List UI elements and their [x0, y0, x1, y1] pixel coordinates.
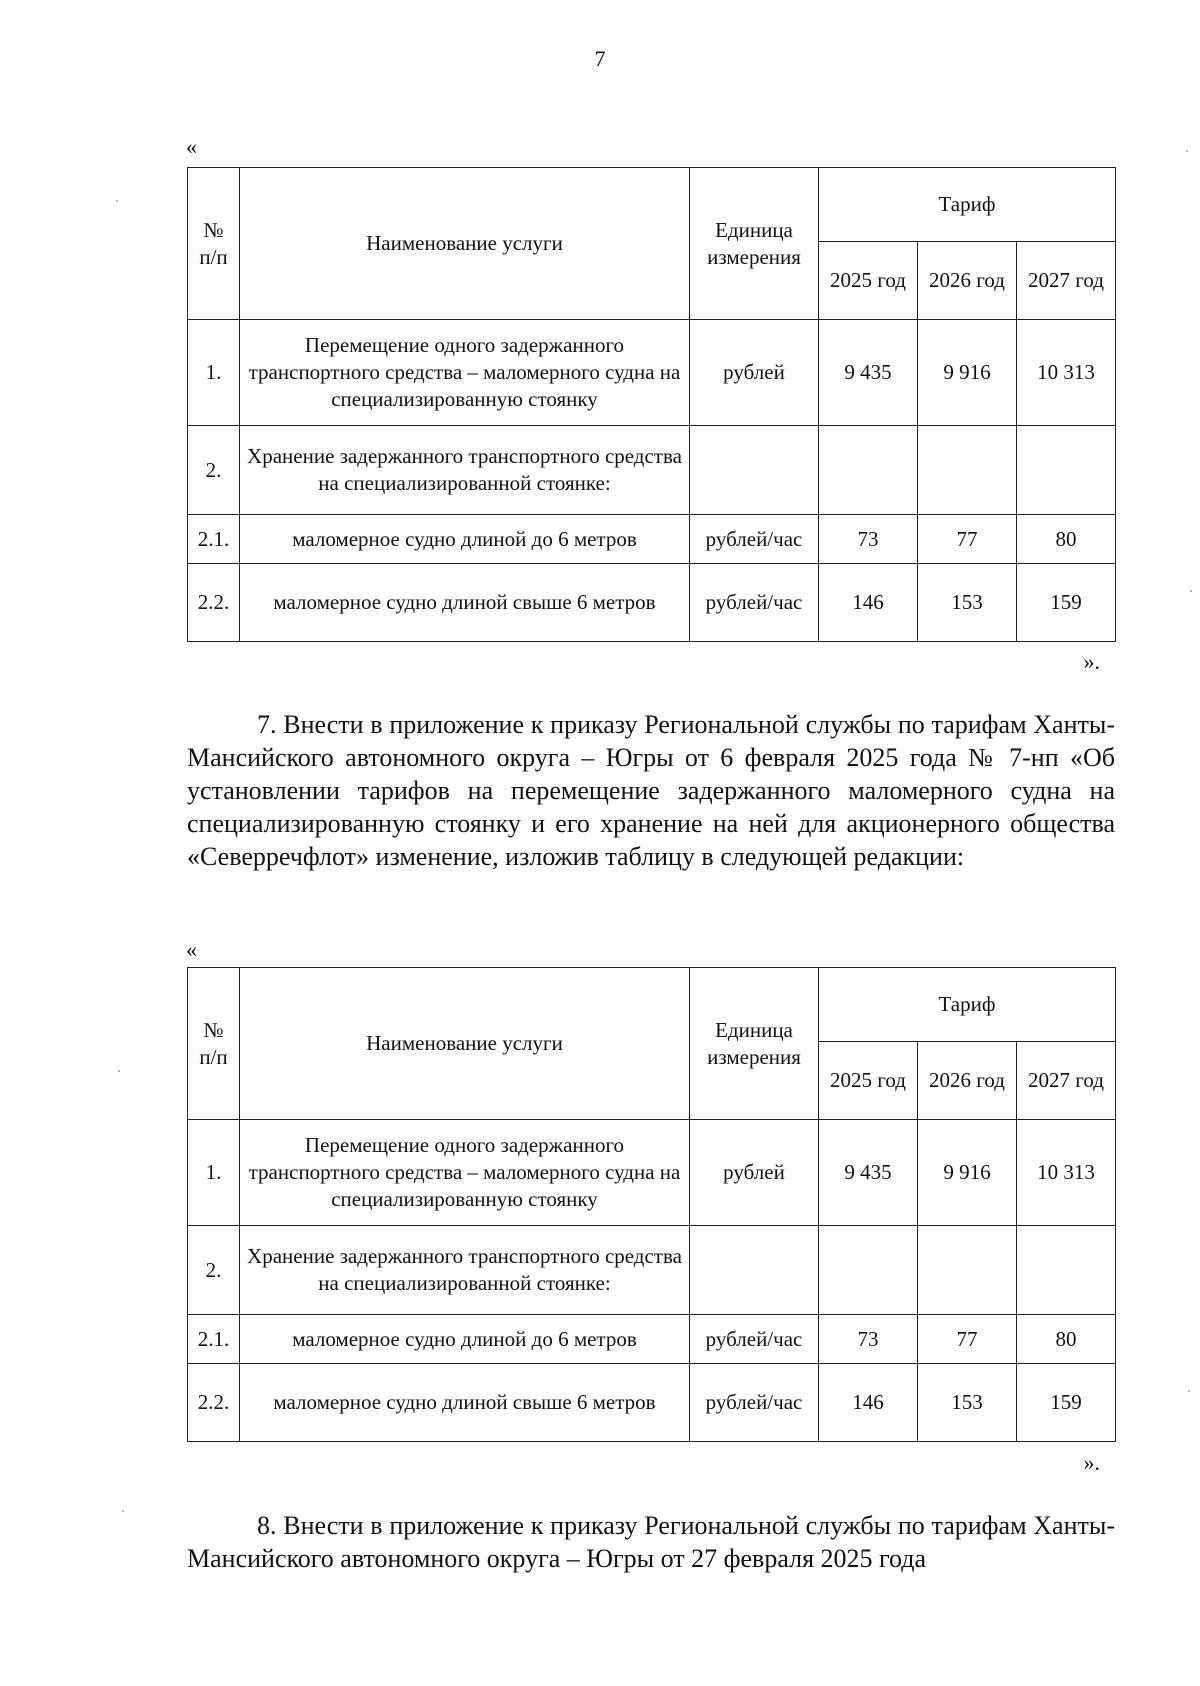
header-unit: Единица измерения [690, 168, 819, 320]
row-unit [690, 1226, 819, 1315]
row-unit: рублей/час [690, 564, 819, 642]
table-row [188, 320, 1116, 426]
row-service: Перемещение одного задержанного транспортного средства – маломерного судна на специализированную стоянку [240, 320, 690, 426]
header-tariff: Тариф [819, 168, 1116, 242]
row-value-2026 [918, 426, 1017, 515]
row-value-2025: 9 435 [819, 320, 918, 426]
row-unit: рублей [690, 320, 819, 426]
quote-open: « [186, 134, 197, 159]
row-value-2025: 73 [819, 515, 918, 564]
header-year-2026: 2026 год [918, 242, 1017, 320]
row-value-2026: 9 916 [918, 1120, 1017, 1226]
row-service: маломерное судно длиной свыше 6 метров [240, 1364, 690, 1442]
row-num: 2.2. [188, 1364, 240, 1442]
row-service: маломерное судно длиной свыше 6 метров [240, 564, 690, 642]
row-num: 2.2. [188, 564, 240, 642]
row-unit: рублей/час [690, 515, 819, 564]
header-year-2027: 2027 год [1017, 242, 1116, 320]
row-value-2027 [1017, 426, 1116, 515]
row-value-2026: 153 [918, 1364, 1017, 1442]
header-service: Наименование услуги [240, 968, 690, 1120]
header-unit: Единица измерения [690, 968, 819, 1120]
row-unit: рублей/час [690, 1315, 819, 1364]
quote-close: ». [1083, 1450, 1100, 1475]
scan-speck [1188, 1390, 1190, 1392]
row-unit: рублей [690, 1120, 819, 1226]
row-value-2027: 80 [1017, 515, 1116, 564]
row-num: 2.1. [188, 1315, 240, 1364]
row-num: 2. [188, 1226, 240, 1315]
table-row [188, 426, 1116, 515]
header-service: Наименование услуги [240, 168, 690, 320]
scan-speck [1186, 150, 1188, 152]
paragraph-7: 7. Внести в приложение к приказу Региональной службы по тарифам Ханты-Мансийского автономного округа – Югры от 6 февраля 2025 года № 7-нп «Об установлении тарифов на перемещение задержанного маломерного судна на специализированную стоянку и его хранение на ней для акционерного общества «Северречфлот» изменение, изложив таблицу в следующей редакции: [187, 710, 1115, 871]
row-value-2026 [918, 1226, 1017, 1315]
row-value-2027: 159 [1017, 564, 1116, 642]
row-value-2025 [819, 426, 918, 515]
header-year-2025: 2025 год [819, 242, 918, 320]
row-unit: рублей/час [690, 1364, 819, 1442]
row-value-2027: 80 [1017, 1315, 1116, 1364]
header-num: № п/п [188, 968, 240, 1120]
table-row [188, 1120, 1116, 1226]
paragraph-8: 8. Внести в приложение к приказу Региональной службы по тарифам Ханты-Мансийского автономного округа – Югры от 27 февраля 2025 года [187, 1511, 1115, 1573]
row-value-2025: 146 [819, 564, 918, 642]
row-num: 1. [188, 1120, 240, 1226]
row-value-2026: 9 916 [918, 320, 1017, 426]
header-year-2027: 2027 год [1017, 1042, 1116, 1120]
row-value-2027 [1017, 1226, 1116, 1315]
header-num: № п/п [188, 168, 240, 320]
row-value-2025: 146 [819, 1364, 918, 1442]
quote-close: ». [1083, 649, 1100, 674]
row-num: 2.1. [188, 515, 240, 564]
row-value-2025: 9 435 [819, 1120, 918, 1226]
scan-speck [1190, 590, 1192, 592]
row-value-2025: 73 [819, 1315, 918, 1364]
row-value-2027: 159 [1017, 1364, 1116, 1442]
row-unit [690, 426, 819, 515]
quote-open: « [186, 937, 197, 962]
header-year-2026: 2026 год [918, 1042, 1017, 1120]
row-num: 2. [188, 426, 240, 515]
scan-speck [122, 1510, 124, 1512]
row-value-2027: 10 313 [1017, 1120, 1116, 1226]
row-service: маломерное судно длиной до 6 метров [240, 515, 690, 564]
row-service: Хранение задержанного транспортного средства на специализированной стоянке: [240, 426, 690, 515]
scan-speck [116, 200, 118, 202]
scan-speck [118, 1070, 120, 1072]
header-year-2025: 2025 год [819, 1042, 918, 1120]
table-row [188, 1226, 1116, 1315]
table-row [188, 564, 1116, 642]
row-service: Хранение задержанного транспортного средства на специализированной стоянке: [240, 1226, 690, 1315]
table-row [188, 515, 1116, 564]
row-value-2025 [819, 1226, 918, 1315]
header-tariff: Тариф [819, 968, 1116, 1042]
row-num: 1. [188, 320, 240, 426]
page-number: 7 [594, 46, 606, 71]
row-value-2026: 77 [918, 515, 1017, 564]
tariff-table-2 [187, 967, 1116, 1442]
row-value-2027: 10 313 [1017, 320, 1116, 426]
row-service: маломерное судно длиной до 6 метров [240, 1315, 690, 1364]
row-value-2026: 77 [918, 1315, 1017, 1364]
table-row [188, 1364, 1116, 1442]
row-value-2026: 153 [918, 564, 1017, 642]
tariff-table-1 [187, 167, 1116, 642]
row-service: Перемещение одного задержанного транспортного средства – маломерного судна на специализированную стоянку [240, 1120, 690, 1226]
table-row [188, 1315, 1116, 1364]
